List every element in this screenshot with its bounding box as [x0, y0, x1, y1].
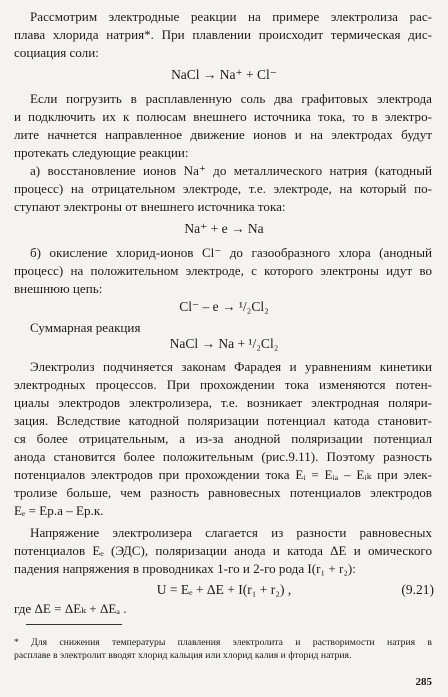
- text-line: процесс) на положительном электроде, с которого электроны идут во: [14, 263, 432, 278]
- text-line: анода становится более положительным (рис.9.11). Поэтому разность: [14, 449, 432, 464]
- text-line: потенциалов электродов при прохождении тока Eᵢ = Eᵢₐ – Eᵢₖ при элек-: [14, 467, 432, 482]
- text-line: и подключить их к полюсам внешнего источника тока, то в электро-: [14, 109, 432, 124]
- page-number: 285: [415, 676, 432, 688]
- footnote-rule: [26, 624, 122, 625]
- equation: Cl⁻ – e → ¹/₂Cl₂: [179, 299, 269, 314]
- equation: NaCl → Na⁺ + Cl⁻: [171, 67, 277, 82]
- text-line: внешнюю цепь:: [14, 281, 103, 296]
- text-line: циалы электродов электролизера, т.е. возникает электродная поляри-: [14, 395, 432, 410]
- text-line: тролизе больше, чем разность равновесных потенциалов электродов: [14, 485, 432, 500]
- summary-label: Суммарная реакция: [30, 320, 141, 335]
- text-line: Напряжение электролизера слагается из разности равновесных: [30, 525, 432, 540]
- equation: U = Eₑ + ΔE + I(r₁ + r₂) ,: [156, 582, 292, 597]
- footnote-line: расплаве в электролит вводят хлорид кальция или хлорид калия и фторид натрия.: [14, 650, 352, 661]
- text-line: зация. Вследствие катодной поляризации потенциал катода становит-: [14, 413, 432, 428]
- text-line: протекать следующие реакции:: [14, 145, 189, 160]
- text-line: б) окисление хлорид-ионов Cl⁻ до газообразного хлора (анодный: [30, 245, 432, 260]
- equation: NaCl → Na + ¹/₂Cl₂: [169, 336, 279, 351]
- text-line: где ΔE = ΔEₖ + ΔEₐ .: [14, 601, 127, 616]
- text-line: Электролиз подчиняется законам Фарадея и уравнениям кинетики: [30, 359, 432, 374]
- text-line: плава хлорида натрия*. При плавлении происходит термическая дис-: [14, 27, 432, 42]
- text-line: а) восстановление ионов Na⁺ до металлического натрия (катодный: [30, 163, 432, 178]
- text-line: процесс) на отрицательном электроде, т.е. электроде, на который по-: [14, 181, 432, 196]
- text-line: Если погрузить в расплавленную соль два графитовых электрода: [30, 91, 432, 106]
- text-line: лите начнется направленное движение ионов и на электродах будут: [14, 127, 432, 142]
- equation-number: (9.21): [401, 582, 434, 597]
- text-line: падения напряжения в проводниках 1-го и 2-го рода I(r₁ + r₂):: [14, 561, 356, 576]
- text-line: ступают электроны от внешнего источника тока:: [14, 199, 286, 214]
- text-line: социация соли:: [14, 45, 99, 60]
- footnote-line: * Для снижения температуры плавления электролита и растворимости натрия в: [14, 637, 432, 648]
- text-line: потенциалов Eₑ (ЭДС), поляризации анода и катода ΔE и омического: [14, 543, 432, 558]
- text-line: Eₑ = Eр.а – Eр.к.: [14, 503, 104, 518]
- text-line: Рассмотрим электродные реакции на примере электролиза рас-: [30, 9, 432, 24]
- text-line: ся более отрицательным, а из-за анодной поляризации потенциал: [14, 431, 432, 446]
- text-line: электродных процессов. При прохождении тока изменяются потен-: [14, 377, 432, 392]
- equation: Na⁺ + e → Na: [184, 221, 264, 236]
